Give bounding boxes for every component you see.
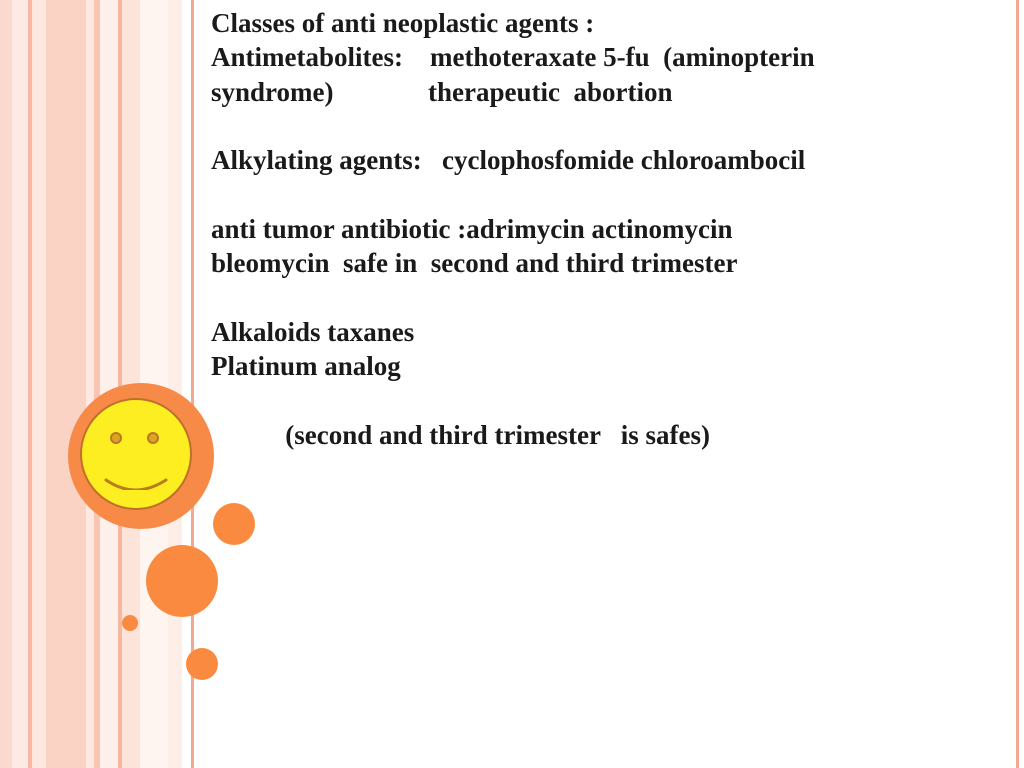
decor-stripe — [168, 0, 182, 768]
decor-dot — [213, 503, 255, 545]
decor-stripe — [86, 0, 94, 768]
blank-line — [211, 383, 1001, 417]
text-line: Alkaloids taxanes — [211, 316, 415, 347]
decor-dot — [122, 615, 138, 631]
text-line: anti tumor antibiotic :adrimycin actinomycin — [211, 213, 733, 244]
blank-line — [211, 280, 1001, 314]
decor-stripe — [0, 0, 12, 768]
text-line: syndrome) therapeutic abortion — [211, 76, 673, 107]
decor-stripe — [100, 0, 118, 768]
text-line: Alkylating agents: cyclophosfomide chloroambocil — [211, 145, 806, 176]
decor-stripe — [32, 0, 46, 768]
smiley-mouth — [100, 440, 170, 490]
text-line: bleomycin safe in second and third trimester — [211, 248, 738, 279]
decor-dot — [146, 545, 218, 617]
decor-right-border — [1016, 0, 1019, 768]
blank-line — [211, 177, 1001, 211]
text-line: Platinum analog — [211, 350, 401, 381]
decor-stripe — [46, 0, 86, 768]
decor-dot — [186, 648, 218, 680]
decor-stripe — [12, 0, 28, 768]
text-line: Antimetabolites: methoteraxate 5-fu (aminopterin — [211, 42, 815, 73]
text-line: (second and third trimester is safes) — [211, 419, 710, 450]
slide-body-text — [211, 6, 1001, 452]
slide-heading: Classes of anti neoplastic agents : — [211, 8, 595, 38]
blank-line — [211, 109, 1001, 143]
